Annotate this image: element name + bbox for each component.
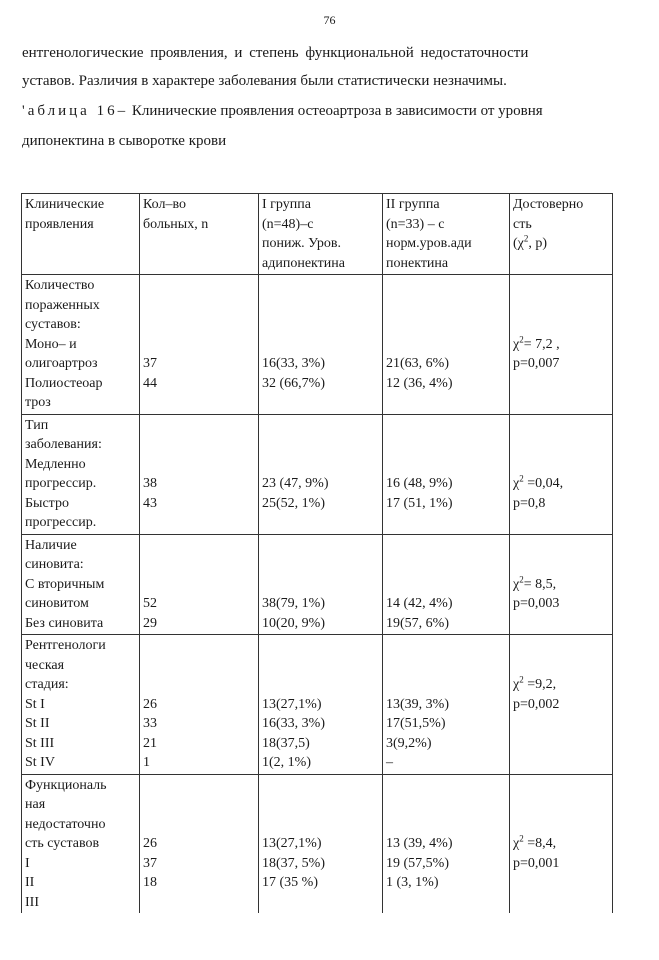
cell-line: Моно– и [25, 336, 77, 352]
cell-line: 18(37, 5%) [262, 855, 325, 871]
cell-line [513, 435, 609, 455]
table-cell-col5 [510, 534, 613, 635]
cell-line: p=0,001 [513, 855, 560, 871]
cell-line: стадия: [25, 677, 69, 692]
column-header-1 [22, 194, 140, 275]
table-header-row [22, 194, 613, 275]
cell-line: 17(51,5%) [386, 716, 446, 731]
cell-line [262, 656, 379, 676]
cell-line: 19 (57,5%) [386, 855, 449, 871]
cell-line: St III [25, 735, 55, 751]
cell-line [386, 776, 506, 796]
cell-line [262, 536, 379, 556]
header-line: II группа [386, 197, 440, 212]
cell-line [513, 776, 609, 796]
header-line: норм.уров.ади [386, 236, 472, 251]
cell-line [143, 276, 255, 296]
cell-line: 12 (36, 4%) [386, 375, 453, 391]
cell-line: 1 (3, 1%) [386, 875, 439, 890]
table-cell-col2 [140, 414, 259, 534]
cell-line [262, 455, 379, 475]
table-cell-col3 [259, 414, 383, 534]
cell-line [143, 575, 255, 595]
cell-line [386, 435, 506, 455]
table-cell-col1 [22, 534, 140, 635]
cell-line: 26 [143, 696, 157, 712]
header-line: (n=33) – с [386, 216, 445, 232]
cell-line: 21(63, 6%) [386, 356, 449, 371]
header-line: Достоверно [513, 197, 584, 212]
table-cell-col1 [22, 414, 140, 534]
cell-line: 21 [143, 735, 157, 751]
cell-line [513, 555, 609, 575]
cell-line [386, 296, 506, 316]
cell-line: $\chi^2 =9,2$, [513, 674, 557, 692]
text-line-2: уставов. Различия в характере заболевания были статистически незначимы. [22, 73, 507, 89]
cell-line [262, 815, 379, 835]
cell-line: 14 (42, 4%) [386, 596, 453, 611]
cell-line [143, 656, 255, 676]
table-row [22, 635, 613, 775]
table-cell-col1 [22, 275, 140, 415]
cell-line [262, 335, 379, 355]
cell-line [386, 276, 506, 296]
header-line: проявления [25, 216, 94, 232]
cell-line: 32 (66,7%) [262, 375, 325, 391]
cell-line [513, 276, 609, 296]
header-line: адипонектина [262, 255, 345, 271]
column-header-3 [259, 194, 383, 275]
cell-line [143, 296, 255, 316]
page-number: 76 [323, 13, 336, 27]
cell-line: синовита: [25, 557, 84, 572]
cell-line: 23 (47, 9%) [262, 476, 329, 491]
cell-line [513, 636, 609, 656]
table-cell-col5 [510, 414, 613, 534]
table-cell-col2 [140, 275, 259, 415]
column-header-2 [140, 194, 259, 275]
table-caption-label: 'аблица 16– [22, 103, 129, 119]
cell-line: II [25, 875, 35, 890]
cell-line: Наличие [25, 537, 77, 553]
header-line: понектина [386, 255, 449, 271]
cell-line [386, 656, 506, 676]
cell-line: 13(27,1%) [262, 696, 322, 712]
cell-line: заболевания: [25, 437, 102, 452]
cell-line [143, 335, 255, 355]
cell-line: 1 [143, 755, 150, 770]
cell-line: 43 [143, 495, 157, 511]
header-line: Клинические [25, 197, 105, 212]
header-line: Кол–во [143, 197, 186, 212]
table-row [22, 414, 613, 534]
cell-line [143, 455, 255, 475]
cell-line: – [386, 755, 393, 770]
cell-line [143, 776, 255, 796]
table-row [22, 275, 613, 415]
cell-line: 19(57, 6%) [386, 615, 449, 631]
table-caption-continuation: дипонектина в сыворотке крови [22, 133, 227, 149]
cell-line: сть суставов [25, 836, 100, 851]
cell-line: $\chi^2= 8,5$, [513, 573, 557, 592]
cell-line: 16(33, 3%) [262, 716, 325, 731]
table-cell-col5 [510, 635, 613, 775]
cell-line: Рентгенологи [25, 638, 106, 653]
table-cell-col3 [259, 275, 383, 415]
cell-line [143, 795, 255, 815]
cell-line: 3(9,2%) [386, 735, 432, 751]
cell-line: синовитом [25, 596, 89, 611]
cell-line: Без синовита [25, 615, 104, 631]
cell-line: 44 [143, 375, 157, 391]
column-header-4 [383, 194, 510, 275]
cell-line [386, 575, 506, 595]
cell-line: St II [25, 716, 50, 731]
cell-line [262, 296, 379, 316]
cell-line: 18(37,5) [262, 735, 310, 751]
cell-line: суставов: [25, 317, 81, 332]
cell-line: прогрессир. [25, 515, 97, 530]
cell-line: p=0,8 [513, 495, 546, 511]
table-cell-col5 [510, 275, 613, 415]
table-cell-col2 [140, 774, 259, 913]
cell-line [386, 315, 506, 335]
cell-line: $\chi^2 =8,4$, [513, 833, 557, 851]
cell-line [143, 636, 255, 656]
cell-line: St I [25, 696, 45, 712]
text-line-1: ентгенологические проявления, и степень функциональной недостаточности [22, 45, 529, 61]
cell-line: 33 [143, 716, 157, 731]
cell-line [143, 675, 255, 695]
cell-line: 17 (51, 1%) [386, 495, 453, 511]
cell-line [143, 435, 255, 455]
cell-line [513, 815, 609, 835]
header-line: пониж. Уров. [262, 236, 341, 251]
cell-line: 25(52, 1%) [262, 495, 325, 511]
cell-line [262, 776, 379, 796]
cell-line [386, 815, 506, 835]
table-cell-col2 [140, 635, 259, 775]
cell-line [513, 416, 609, 436]
table-cell-col3 [259, 534, 383, 635]
cell-line [386, 675, 506, 695]
table-cell-col1 [22, 635, 140, 775]
cell-line [143, 536, 255, 556]
cell-line [262, 276, 379, 296]
table-caption-text: Клинические проявления остеоартроза в зависимости от уровня [128, 103, 543, 119]
cell-line: 13(39, 3%) [386, 696, 449, 712]
cell-line: 52 [143, 596, 157, 611]
table-cell-col4 [383, 774, 510, 913]
cell-line: 17 (35 %) [262, 875, 318, 890]
cell-line: 16 (48, 9%) [386, 476, 453, 491]
cell-line: ная [25, 797, 46, 812]
table-cell-col1 [22, 774, 140, 913]
cell-line: 37 [143, 356, 157, 371]
cell-line [513, 536, 609, 556]
cell-line: $\chi^2= 7,2$ , [513, 333, 560, 352]
table-cell-col3 [259, 635, 383, 775]
cell-line [143, 315, 255, 335]
cell-line [513, 795, 609, 815]
table-cell-col4 [383, 414, 510, 534]
table-cell-col4 [383, 635, 510, 775]
cell-line: 38 [143, 476, 157, 491]
cell-line: I [25, 855, 30, 871]
column-header-5 [510, 194, 613, 275]
table-cell-col2 [140, 534, 259, 635]
cell-line: 37 [143, 855, 157, 871]
cell-line [513, 455, 609, 475]
cell-line: III [25, 894, 39, 910]
cell-line: С вторичным [25, 576, 105, 592]
cell-line [386, 636, 506, 656]
cell-line: недостаточно [25, 816, 106, 832]
cell-line: 10(20, 9%) [262, 615, 325, 631]
cell-line [386, 555, 506, 575]
cell-line [386, 795, 506, 815]
cell-line [262, 416, 379, 436]
cell-line [386, 455, 506, 475]
cell-line [262, 575, 379, 595]
header-line: I группа [262, 197, 311, 212]
cell-line: 13 (39, 4%) [386, 836, 453, 851]
table-row [22, 774, 613, 913]
cell-line [513, 656, 609, 676]
cell-line: $\chi^2 =0,04$, [513, 473, 564, 491]
header-line: сть [513, 216, 532, 232]
header-line: (n=48)–с [262, 216, 314, 232]
header-line: больных, n [143, 216, 209, 232]
cell-line [262, 315, 379, 335]
table-cell-col4 [383, 275, 510, 415]
cell-line: 26 [143, 836, 157, 851]
table-cell-col4 [383, 534, 510, 635]
clinical-table [21, 193, 613, 913]
cell-line: p=0,002 [513, 696, 560, 712]
cell-line: 1(2, 1%) [262, 755, 311, 770]
cell-line: Медленно [25, 456, 86, 472]
cell-line: 18 [143, 875, 157, 890]
cell-line: олигоартроз [25, 356, 98, 371]
table-row [22, 534, 613, 635]
cell-line: 29 [143, 615, 157, 631]
cell-line: St IV [25, 755, 55, 770]
cell-line: прогрессир. [25, 476, 97, 491]
cell-line: пораженных [25, 297, 100, 313]
cell-line: Количество [25, 278, 95, 293]
table-cell-col5 [510, 774, 613, 913]
cell-line: Быстро [25, 495, 69, 511]
header-line: ($\chi^2$, p) [513, 233, 548, 251]
cell-line [513, 315, 609, 335]
table-body [22, 275, 613, 914]
cell-line: троз [25, 395, 51, 410]
cell-line [386, 416, 506, 436]
cell-line [513, 296, 609, 316]
cell-line [386, 335, 506, 355]
cell-line [386, 536, 506, 556]
cell-line [262, 795, 379, 815]
cell-line [143, 815, 255, 835]
cell-line: 16(33, 3%) [262, 356, 325, 371]
cell-line: Тип [25, 417, 49, 433]
cell-line [262, 636, 379, 656]
cell-line: 13(27,1%) [262, 836, 322, 851]
cell-line [143, 416, 255, 436]
cell-line: p=0,007 [513, 356, 560, 371]
cell-line: 38(79, 1%) [262, 596, 325, 611]
table-cell-col3 [259, 774, 383, 913]
cell-line [262, 675, 379, 695]
cell-line [262, 555, 379, 575]
cell-line: Функциональ [25, 777, 107, 793]
cell-line: p=0,003 [513, 596, 560, 611]
cell-line: Полиостеоар [25, 375, 103, 391]
cell-line: ческая [25, 657, 65, 673]
cell-line [143, 555, 255, 575]
table-caption [22, 103, 543, 120]
cell-line [262, 435, 379, 455]
